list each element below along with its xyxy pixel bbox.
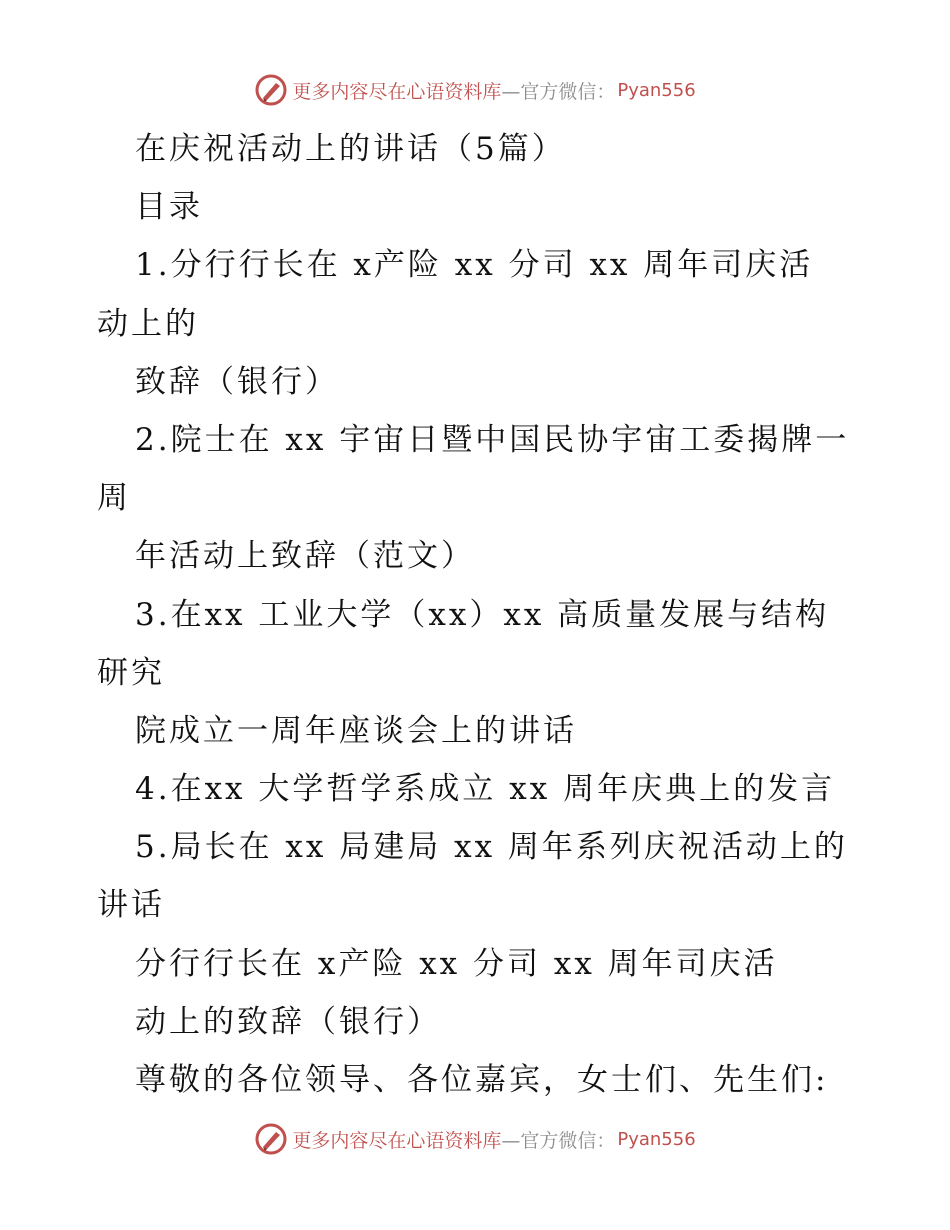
document-line: 尊敬的各位领导、各位嘉宾，女士们、先生们: xyxy=(135,1062,829,1098)
document-line: 动上的致辞（银行） xyxy=(135,1003,441,1040)
document-line: 在庆祝活动上的讲话（5篇） xyxy=(135,131,566,167)
pen-in-circle-icon xyxy=(254,1122,288,1156)
document-line: 年活动上致辞（范文） xyxy=(135,538,475,575)
document-line: 5.局长在 xx 局建局 xx 周年系列庆祝活动上的 xyxy=(135,829,848,866)
document-line: 院成立一周年座谈会上的讲话 xyxy=(135,712,577,749)
watermark-main-text: 更多内容尽在心语资料库 xyxy=(292,80,502,103)
document-line: 目录 xyxy=(135,189,203,226)
document-line: 讲话 xyxy=(97,887,165,924)
footer-watermark xyxy=(0,1119,950,1159)
document-line: 1.分行行长在 x产险 xx 分司 xx 周年司庆活 xyxy=(135,247,814,284)
document-line: 4.在xx 大学哲学系成立 xx 周年庆典上的发言 xyxy=(135,771,836,808)
watermark-sub-text: —官方微信： xyxy=(501,80,616,103)
document-line: 分行行长在 x产险 xx 分司 xx 周年司庆活 xyxy=(135,945,778,982)
header-watermark xyxy=(0,70,950,110)
watermark-wechat-id: Pyan556 xyxy=(617,1128,696,1150)
document-line: 动上的 xyxy=(97,305,199,342)
pen-in-circle-icon xyxy=(254,73,288,107)
document-line: 研究 xyxy=(97,654,165,691)
watermark-main-text: 更多内容尽在心语资料库 xyxy=(292,1129,502,1152)
document-line: 周 xyxy=(97,480,131,517)
watermark-wechat-id: Pyan556 xyxy=(617,79,696,101)
document-body xyxy=(97,120,867,1109)
document-line: 致辞（银行） xyxy=(135,363,339,400)
watermark-sub-text: —官方微信： xyxy=(501,1129,616,1152)
document-line: 3.在xx 工业大学（xx）xx 高质量发展与结构 xyxy=(135,596,830,633)
document-line: 2.院士在 xx 宇宙日暨中国民协宇宙工委揭牌一 xyxy=(135,421,850,458)
